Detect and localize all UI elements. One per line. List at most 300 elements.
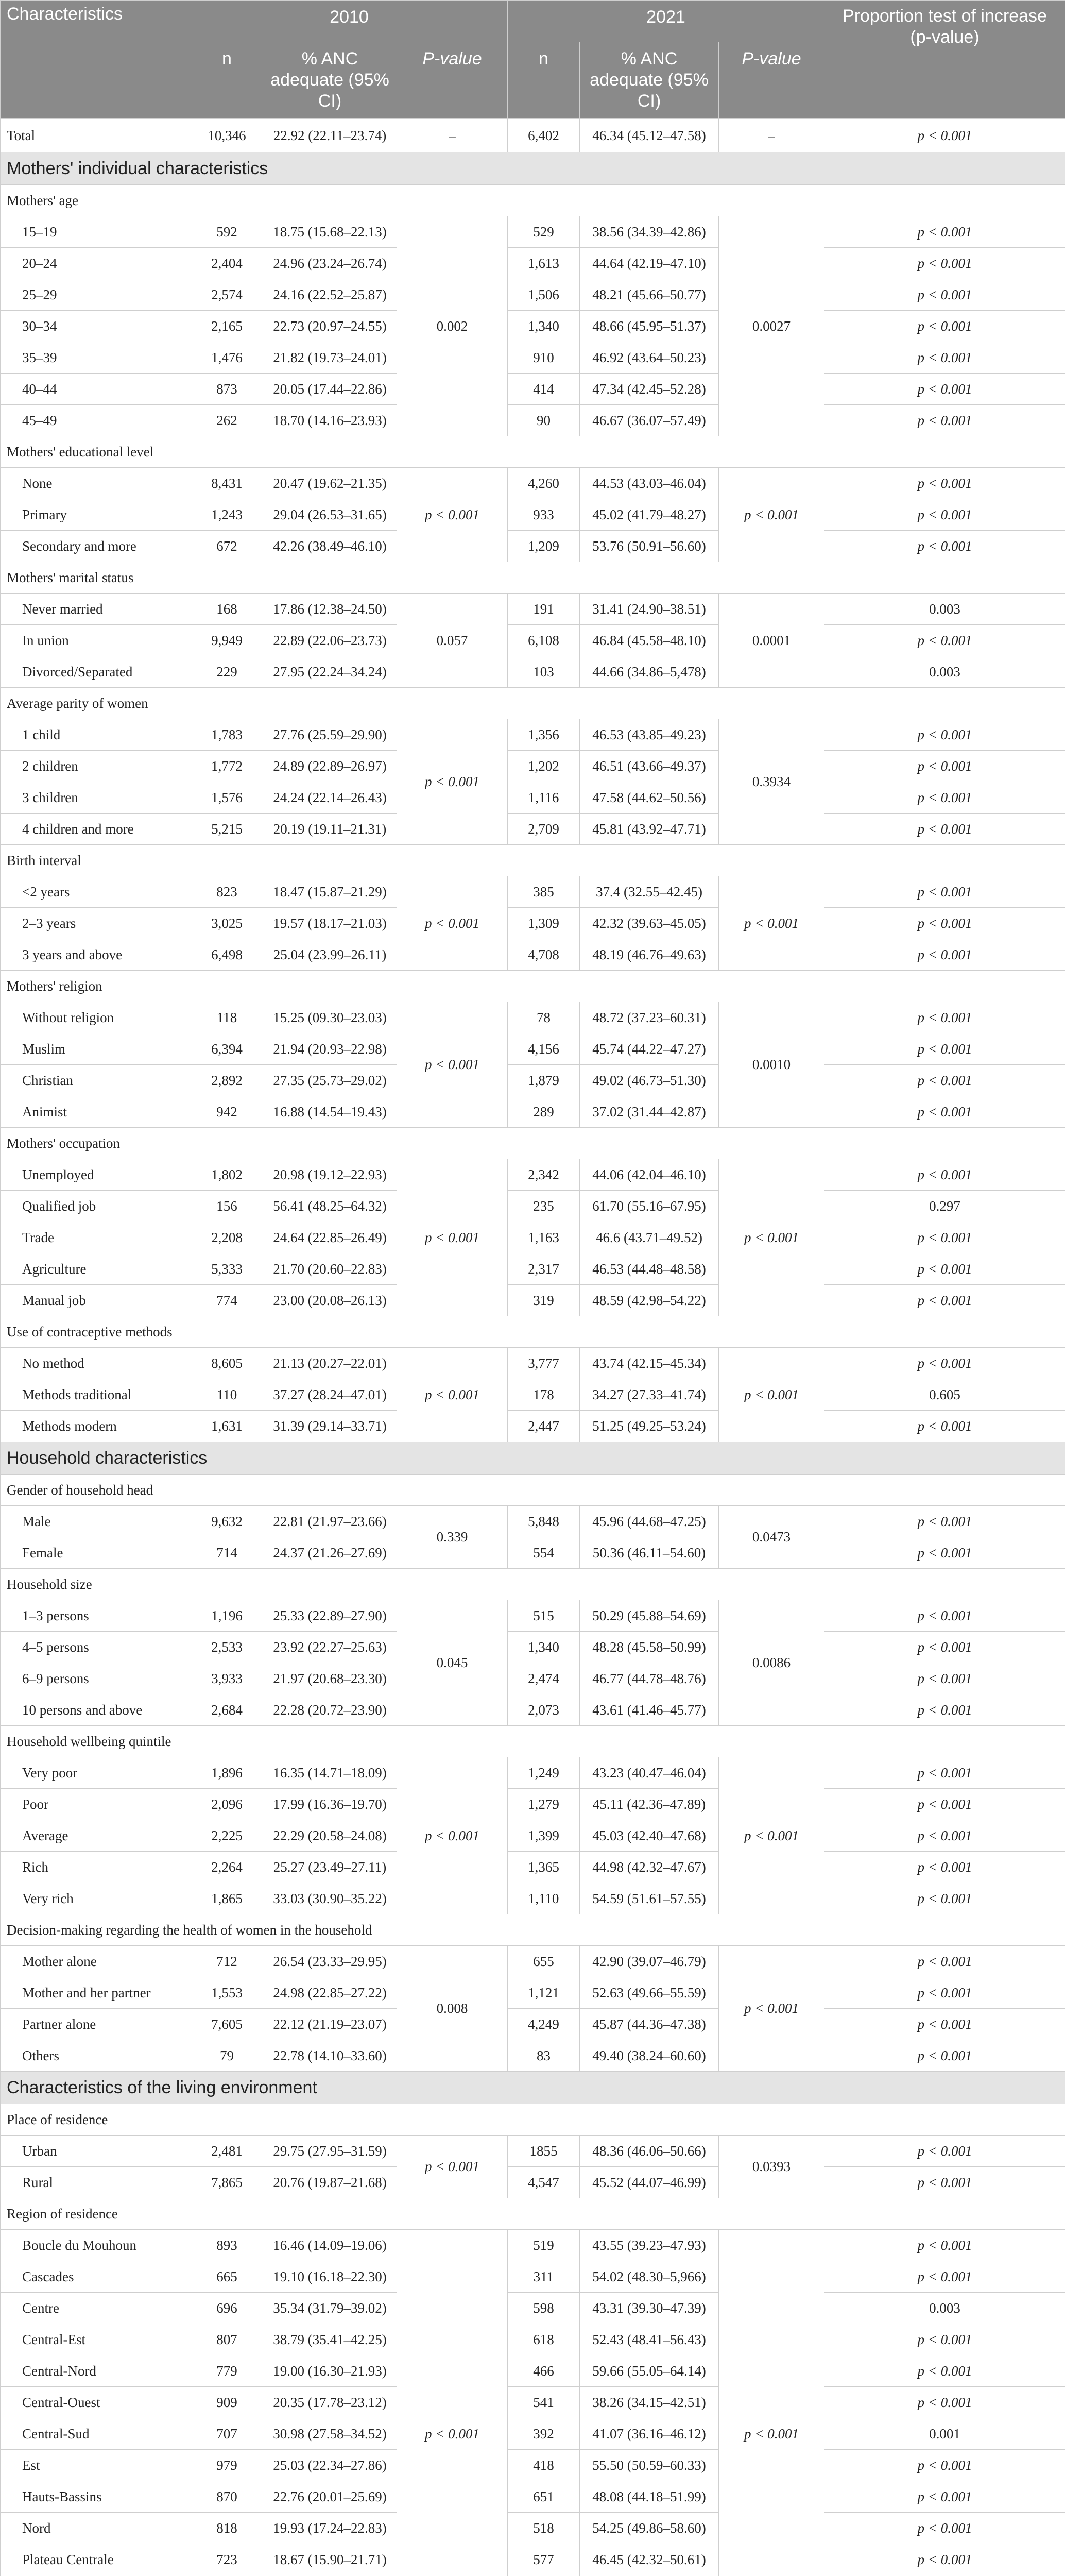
n-2010: 5,215 <box>191 814 263 845</box>
anc-2010: 42.26 (38.49–46.10) <box>263 531 397 562</box>
anc-2021: 49.40 (38.24–60.60) <box>580 2040 719 2072</box>
proportion-test: p < 0.001 <box>824 499 1065 531</box>
row-label: Qualified job <box>1 1191 191 1222</box>
proportion-test: p < 0.001 <box>824 1506 1065 1537</box>
table-row <box>1 499 1065 531</box>
n-2010: 714 <box>191 1537 263 1569</box>
row-label: Secondary and more <box>1 531 191 562</box>
n-2010: 8,605 <box>191 1348 263 1379</box>
group-pvalue-2021: p < 0.001 <box>719 468 824 562</box>
proportion-test: p < 0.001 <box>824 2040 1065 2072</box>
table-body <box>1 119 1065 2576</box>
col-proportion-test: Proportion test of increase (p-value) <box>824 1 1065 119</box>
group-title: Decision-making regarding the health of women in the household <box>1 1914 1065 1946</box>
row-label: Hauts-Bassins <box>1 2481 191 2513</box>
proportion-test: 0.297 <box>824 1191 1065 1222</box>
proportion-test: p < 0.001 <box>824 2136 1065 2167</box>
anc-2010: 20.19 (19.11–21.31) <box>263 814 397 845</box>
anc-2021: 45.96 (44.68–47.25) <box>580 1506 719 1537</box>
anc-2021: 44.98 (42.32–47.67) <box>580 1852 719 1883</box>
proportion-test: p < 0.001 <box>824 2167 1065 2198</box>
anc-2021: 61.70 (55.16–67.95) <box>580 1191 719 1222</box>
n-2010: 1,865 <box>191 1883 263 1914</box>
proportion-test: p < 0.001 <box>824 405 1065 436</box>
anc-2021: 44.53 (43.03–46.04) <box>580 468 719 499</box>
anc-2021: 45.87 (44.36–47.38) <box>580 2009 719 2040</box>
group-header-row <box>1 845 1065 876</box>
anc-2010: 22.89 (22.06–23.73) <box>263 625 397 656</box>
anc-2010: 18.67 (15.90–21.71) <box>263 2544 397 2575</box>
table-row <box>1 1663 1065 1694</box>
group-pvalue-2021: 0.0027 <box>719 216 824 436</box>
n-2021: 1,249 <box>508 1757 580 1789</box>
n-2010: 979 <box>191 2450 263 2481</box>
table-row <box>1 2261 1065 2293</box>
proportion-test: p < 0.001 <box>824 248 1065 279</box>
col-year-2021: 2021 <box>508 1 824 42</box>
row-label: 4–5 persons <box>1 1632 191 1663</box>
anc-2021: 44.06 (42.04–46.10) <box>580 1159 719 1191</box>
anc-2010: 19.00 (16.30–21.93) <box>263 2355 397 2387</box>
section-header-row <box>1 152 1065 185</box>
n-2010: 1,243 <box>191 499 263 531</box>
col-pvalue-2021: P-value <box>719 42 824 119</box>
table-row <box>1 751 1065 782</box>
row-label: Centre <box>1 2293 191 2324</box>
group-pvalue-2021: 0.0086 <box>719 1600 824 1726</box>
group-header-row <box>1 2198 1065 2230</box>
total-n-2021: 6,402 <box>508 119 580 152</box>
table-row <box>1 2544 1065 2575</box>
anc-2021: 50.36 (46.11–54.60) <box>580 1537 719 1569</box>
table-row <box>1 279 1065 311</box>
table-row <box>1 2418 1065 2450</box>
anc-2021: 45.52 (44.07–46.99) <box>580 2167 719 2198</box>
total-anc-2010: 22.92 (22.11–23.74) <box>263 119 397 152</box>
proportion-test: p < 0.001 <box>824 2513 1065 2544</box>
group-title: Mothers' religion <box>1 971 1065 1002</box>
proportion-test: p < 0.001 <box>824 342 1065 374</box>
table-row <box>1 2355 1065 2387</box>
anc-2010: 24.89 (22.89–26.97) <box>263 751 397 782</box>
n-2010: 168 <box>191 594 263 625</box>
n-2021: 1,279 <box>508 1789 580 1820</box>
proportion-test: 0.003 <box>824 656 1065 688</box>
anc-2010: 15.25 (09.30–23.03) <box>263 1002 397 1033</box>
group-title: Birth interval <box>1 845 1065 876</box>
group-header-row <box>1 2104 1065 2136</box>
group-pvalue-2010: p < 0.001 <box>397 1757 508 1914</box>
anc-2021: 41.07 (36.16–46.12) <box>580 2418 719 2450</box>
row-label: Unemployed <box>1 1159 191 1191</box>
n-2021: 1,163 <box>508 1222 580 1253</box>
n-2021: 103 <box>508 656 580 688</box>
n-2021: 541 <box>508 2387 580 2418</box>
proportion-test: p < 0.001 <box>824 2009 1065 2040</box>
row-label: Agriculture <box>1 1253 191 1285</box>
row-label: Very rich <box>1 1883 191 1914</box>
group-title: Region of residence <box>1 2198 1065 2230</box>
group-title: Mothers' age <box>1 185 1065 216</box>
proportion-test: p < 0.001 <box>824 311 1065 342</box>
group-pvalue-2021: 0.0393 <box>719 2136 824 2198</box>
anc-2021: 43.61 (41.46–45.77) <box>580 1694 719 1726</box>
group-pvalue-2010: p < 0.001 <box>397 1002 508 1128</box>
n-2010: 873 <box>191 374 263 405</box>
n-2010: 672 <box>191 531 263 562</box>
col-characteristics: Characteristics <box>1 1 191 119</box>
anc-2010: 18.75 (15.68–22.13) <box>263 216 397 248</box>
anc-2010: 22.76 (20.01–25.69) <box>263 2481 397 2513</box>
group-title: Household wellbeing quintile <box>1 1726 1065 1757</box>
n-2010: 6,498 <box>191 939 263 971</box>
n-2010: 2,165 <box>191 311 263 342</box>
anc-2021: 46.77 (44.78–48.76) <box>580 1663 719 1694</box>
row-label: Boucle du Mouhoun <box>1 2230 191 2261</box>
row-label: Animist <box>1 1096 191 1128</box>
n-2021: 385 <box>508 876 580 908</box>
col-n-2010: n <box>191 42 263 119</box>
row-label: <2 years <box>1 876 191 908</box>
n-2010: 1,783 <box>191 719 263 751</box>
anc-2021: 46.53 (43.85–49.23) <box>580 719 719 751</box>
n-2010: 110 <box>191 1379 263 1411</box>
n-2010: 229 <box>191 656 263 688</box>
row-label: Others <box>1 2040 191 2072</box>
proportion-test: p < 0.001 <box>824 1348 1065 1379</box>
anc-2021: 46.6 (43.71–49.52) <box>580 1222 719 1253</box>
anc-2021: 48.21 (45.66–50.77) <box>580 279 719 311</box>
group-pvalue-2010: p < 0.001 <box>397 1159 508 1316</box>
anc-2021: 46.92 (43.64–50.23) <box>580 342 719 374</box>
anc-2010: 30.98 (27.58–34.52) <box>263 2418 397 2450</box>
col-anc-2010: % ANC adequate (95% CI) <box>263 42 397 119</box>
anc-2010: 22.12 (21.19–23.07) <box>263 2009 397 2040</box>
anc-2010: 20.47 (19.62–21.35) <box>263 468 397 499</box>
anc-2021: 48.36 (46.06–50.66) <box>580 2136 719 2167</box>
anc-2021: 31.41 (24.90–38.51) <box>580 594 719 625</box>
anc-2021: 44.64 (42.19–47.10) <box>580 248 719 279</box>
group-header-row <box>1 1128 1065 1159</box>
proportion-test: p < 0.001 <box>824 2544 1065 2575</box>
anc-2021: 48.19 (46.76–49.63) <box>580 939 719 971</box>
n-2021: 519 <box>508 2230 580 2261</box>
n-2021: 1,399 <box>508 1820 580 1852</box>
table-row <box>1 2230 1065 2261</box>
row-label: Average <box>1 1820 191 1852</box>
table-row <box>1 2324 1065 2355</box>
n-2021: 618 <box>508 2324 580 2355</box>
col-pvalue-2010: P-value <box>397 42 508 119</box>
n-2010: 9,949 <box>191 625 263 656</box>
group-pvalue-2021: p < 0.001 <box>719 2230 824 2576</box>
row-label: Central-Sud <box>1 2418 191 2450</box>
table-row <box>1 531 1065 562</box>
table-row <box>1 1632 1065 1663</box>
group-header-row <box>1 436 1065 468</box>
anc-2021: 45.81 (43.92–47.71) <box>580 814 719 845</box>
table-row <box>1 2481 1065 2513</box>
table-row <box>1 2513 1065 2544</box>
row-label: No method <box>1 1348 191 1379</box>
table-row <box>1 2136 1065 2167</box>
table-row <box>1 1946 1065 1977</box>
proportion-test: p < 0.001 <box>824 1883 1065 1914</box>
anc-2021: 54.02 (48.30–5,966) <box>580 2261 719 2293</box>
row-label: Muslim <box>1 1033 191 1065</box>
proportion-test: p < 0.001 <box>824 1002 1065 1033</box>
proportion-test: p < 0.001 <box>824 1033 1065 1065</box>
group-header-row <box>1 562 1065 594</box>
n-2021: 178 <box>508 1379 580 1411</box>
n-2021: 1,340 <box>508 311 580 342</box>
n-2010: 1,896 <box>191 1757 263 1789</box>
anc-2010: 21.82 (19.73–24.01) <box>263 342 397 374</box>
total-anc-2021: 46.34 (45.12–47.58) <box>580 119 719 152</box>
n-2021: 78 <box>508 1002 580 1033</box>
proportion-test: p < 0.001 <box>824 2324 1065 2355</box>
anc-2010: 16.46 (14.09–19.06) <box>263 2230 397 2261</box>
anc-2010: 27.35 (25.73–29.02) <box>263 1065 397 1096</box>
total-label: Total <box>1 119 191 152</box>
section-header-row <box>1 2072 1065 2104</box>
row-label: Divorced/Separated <box>1 656 191 688</box>
anc-2021: 43.55 (39.23–47.93) <box>580 2230 719 2261</box>
n-2021: 1855 <box>508 2136 580 2167</box>
group-pvalue-2021: p < 0.001 <box>719 876 824 971</box>
table-row <box>1 405 1065 436</box>
row-label: 6–9 persons <box>1 1663 191 1694</box>
n-2010: 2,574 <box>191 279 263 311</box>
row-label: 2 children <box>1 751 191 782</box>
anc-2010: 19.10 (16.18–22.30) <box>263 2261 397 2293</box>
n-2021: 5,848 <box>508 1506 580 1537</box>
table-row <box>1 1222 1065 1253</box>
table-row <box>1 2387 1065 2418</box>
n-2021: 518 <box>508 2513 580 2544</box>
group-pvalue-2010: 0.057 <box>397 594 508 688</box>
proportion-test: p < 0.001 <box>824 1096 1065 1128</box>
row-label: Plateau Centrale <box>1 2544 191 2575</box>
n-2010: 707 <box>191 2418 263 2450</box>
proportion-test: p < 0.001 <box>824 2387 1065 2418</box>
n-2021: 2,447 <box>508 1411 580 1442</box>
anc-2021: 49.02 (46.73–51.30) <box>580 1065 719 1096</box>
section-title: Characteristics of the living environment <box>1 2072 1065 2104</box>
table-row <box>1 2040 1065 2072</box>
anc-2021: 43.74 (42.15–45.34) <box>580 1348 719 1379</box>
table-row <box>1 876 1065 908</box>
proportion-test: p < 0.001 <box>824 531 1065 562</box>
row-label: 40–44 <box>1 374 191 405</box>
row-label: Central-Nord <box>1 2355 191 2387</box>
table-row <box>1 594 1065 625</box>
group-pvalue-2010: p < 0.001 <box>397 2230 508 2576</box>
anc-2021: 48.08 (44.18–51.99) <box>580 2481 719 2513</box>
n-2021: 319 <box>508 1285 580 1316</box>
anc-2010: 19.57 (18.17–21.03) <box>263 908 397 939</box>
row-label: 35–39 <box>1 342 191 374</box>
anc-2021: 46.45 (42.32–50.61) <box>580 2544 719 2575</box>
proportion-test: p < 0.001 <box>824 1632 1065 1663</box>
n-2021: 2,474 <box>508 1663 580 1694</box>
n-2021: 1,356 <box>508 719 580 751</box>
n-2021: 2,317 <box>508 1253 580 1285</box>
anc-2010: 31.39 (29.14–33.71) <box>263 1411 397 1442</box>
table-row <box>1 719 1065 751</box>
group-pvalue-2010: 0.339 <box>397 1506 508 1569</box>
table-row <box>1 1065 1065 1096</box>
table-row <box>1 1789 1065 1820</box>
n-2010: 9,632 <box>191 1506 263 1537</box>
n-2021: 414 <box>508 374 580 405</box>
row-label: Primary <box>1 499 191 531</box>
table-row <box>1 2167 1065 2198</box>
n-2010: 665 <box>191 2261 263 2293</box>
n-2021: 191 <box>508 594 580 625</box>
proportion-test: p < 0.001 <box>824 1694 1065 1726</box>
anc-2021: 34.27 (27.33–41.74) <box>580 1379 719 1411</box>
n-2021: 2,073 <box>508 1694 580 1726</box>
row-label: Poor <box>1 1789 191 1820</box>
group-title: Gender of household head <box>1 1475 1065 1506</box>
n-2010: 262 <box>191 405 263 436</box>
anc-2010: 22.78 (14.10–33.60) <box>263 2040 397 2072</box>
n-2010: 723 <box>191 2544 263 2575</box>
table-row <box>1 1883 1065 1914</box>
proportion-test: p < 0.001 <box>824 939 1065 971</box>
anc-2021: 42.90 (39.07–46.79) <box>580 1946 719 1977</box>
row-label: Methods traditional <box>1 1379 191 1411</box>
row-label: Mother and her partner <box>1 1977 191 2009</box>
anc-2021: 52.63 (49.66–55.59) <box>580 1977 719 2009</box>
n-2010: 696 <box>191 2293 263 2324</box>
anc-2021: 45.11 (42.36–47.89) <box>580 1789 719 1820</box>
proportion-test: p < 0.001 <box>824 751 1065 782</box>
proportion-test: p < 0.001 <box>824 1757 1065 1789</box>
proportion-test: p < 0.001 <box>824 2481 1065 2513</box>
n-2010: 818 <box>191 2513 263 2544</box>
row-label: Est <box>1 2450 191 2481</box>
anc-2021: 45.74 (44.22–47.27) <box>580 1033 719 1065</box>
table-row <box>1 1285 1065 1316</box>
anc-2021: 38.26 (34.15–42.51) <box>580 2387 719 2418</box>
n-2010: 7,865 <box>191 2167 263 2198</box>
table-row <box>1 1348 1065 1379</box>
total-row <box>1 119 1065 152</box>
n-2010: 3,933 <box>191 1663 263 1694</box>
anc-2021: 37.4 (32.55–42.45) <box>580 876 719 908</box>
proportion-test: p < 0.001 <box>824 1285 1065 1316</box>
row-label: Never married <box>1 594 191 625</box>
group-header-row <box>1 971 1065 1002</box>
group-pvalue-2021: p < 0.001 <box>719 1159 824 1316</box>
n-2021: 1,121 <box>508 1977 580 2009</box>
table-row <box>1 1033 1065 1065</box>
table-row <box>1 468 1065 499</box>
proportion-test: 0.003 <box>824 2293 1065 2324</box>
n-2021: 4,547 <box>508 2167 580 2198</box>
proportion-test: p < 0.001 <box>824 1222 1065 1253</box>
anc-2021: 47.58 (44.62–50.56) <box>580 782 719 814</box>
anc-2010: 17.99 (16.36–19.70) <box>263 1789 397 1820</box>
n-2010: 6,394 <box>191 1033 263 1065</box>
n-2010: 1,631 <box>191 1411 263 1442</box>
n-2010: 1,553 <box>191 1977 263 2009</box>
anc-2021: 45.03 (42.40–47.68) <box>580 1820 719 1852</box>
anc-2021: 48.66 (45.95–51.37) <box>580 311 719 342</box>
n-2021: 1,209 <box>508 531 580 562</box>
n-2010: 7,605 <box>191 2009 263 2040</box>
group-title: Use of contraceptive methods <box>1 1316 1065 1348</box>
anc-2010: 38.79 (35.41–42.25) <box>263 2324 397 2355</box>
anc-2010: 20.05 (17.44–22.86) <box>263 374 397 405</box>
n-2010: 2,096 <box>191 1789 263 1820</box>
proportion-test: p < 0.001 <box>824 1820 1065 1852</box>
table-row <box>1 342 1065 374</box>
group-title: Average parity of women <box>1 688 1065 719</box>
n-2021: 2,342 <box>508 1159 580 1191</box>
row-label: Rich <box>1 1852 191 1883</box>
anc-2021: 46.53 (44.48–48.58) <box>580 1253 719 1285</box>
n-2010: 942 <box>191 1096 263 1128</box>
group-pvalue-2010: p < 0.001 <box>397 719 508 845</box>
table-header <box>1 1 1065 119</box>
proportion-test: p < 0.001 <box>824 216 1065 248</box>
n-2021: 577 <box>508 2544 580 2575</box>
group-header-row <box>1 688 1065 719</box>
anc-2010: 21.97 (20.68–23.30) <box>263 1663 397 1694</box>
anc-2021: 38.56 (34.39–42.86) <box>580 216 719 248</box>
group-header-row <box>1 1475 1065 1506</box>
proportion-test: p < 0.001 <box>824 279 1065 311</box>
n-2010: 118 <box>191 1002 263 1033</box>
n-2010: 2,264 <box>191 1852 263 1883</box>
table-row <box>1 2009 1065 2040</box>
n-2021: 1,365 <box>508 1852 580 1883</box>
group-pvalue-2021: 0.0001 <box>719 594 824 688</box>
anc-2021: 37.02 (31.44–42.87) <box>580 1096 719 1128</box>
row-label: 15–19 <box>1 216 191 248</box>
anc-2010: 24.98 (22.85–27.22) <box>263 1977 397 2009</box>
n-2010: 1,802 <box>191 1159 263 1191</box>
proportion-test: 0.003 <box>824 594 1065 625</box>
group-header-row <box>1 1726 1065 1757</box>
group-pvalue-2010: 0.045 <box>397 1600 508 1726</box>
group-pvalue-2021: 0.3934 <box>719 719 824 845</box>
anc-2010: 25.27 (23.49–27.11) <box>263 1852 397 1883</box>
anc-2010: 22.29 (20.58–24.08) <box>263 1820 397 1852</box>
row-label: Trade <box>1 1222 191 1253</box>
anc-2010: 56.41 (48.25–64.32) <box>263 1191 397 1222</box>
table-row <box>1 1694 1065 1726</box>
group-title: Mothers' educational level <box>1 436 1065 468</box>
anc-2010: 24.16 (22.52–25.87) <box>263 279 397 311</box>
anc-2021: 51.25 (49.25–53.24) <box>580 1411 719 1442</box>
n-2010: 712 <box>191 1946 263 1977</box>
anc-2021: 44.66 (34.86–5,478) <box>580 656 719 688</box>
row-label: Without religion <box>1 1002 191 1033</box>
table-row <box>1 1852 1065 1883</box>
row-label: 20–24 <box>1 248 191 279</box>
anc-2010: 25.33 (22.89–27.90) <box>263 1600 397 1632</box>
anc-2010: 33.03 (30.90–35.22) <box>263 1883 397 1914</box>
row-label: Manual job <box>1 1285 191 1316</box>
proportion-test: p < 0.001 <box>824 625 1065 656</box>
n-2021: 418 <box>508 2450 580 2481</box>
row-label: 25–29 <box>1 279 191 311</box>
proportion-test: p < 0.001 <box>824 782 1065 814</box>
